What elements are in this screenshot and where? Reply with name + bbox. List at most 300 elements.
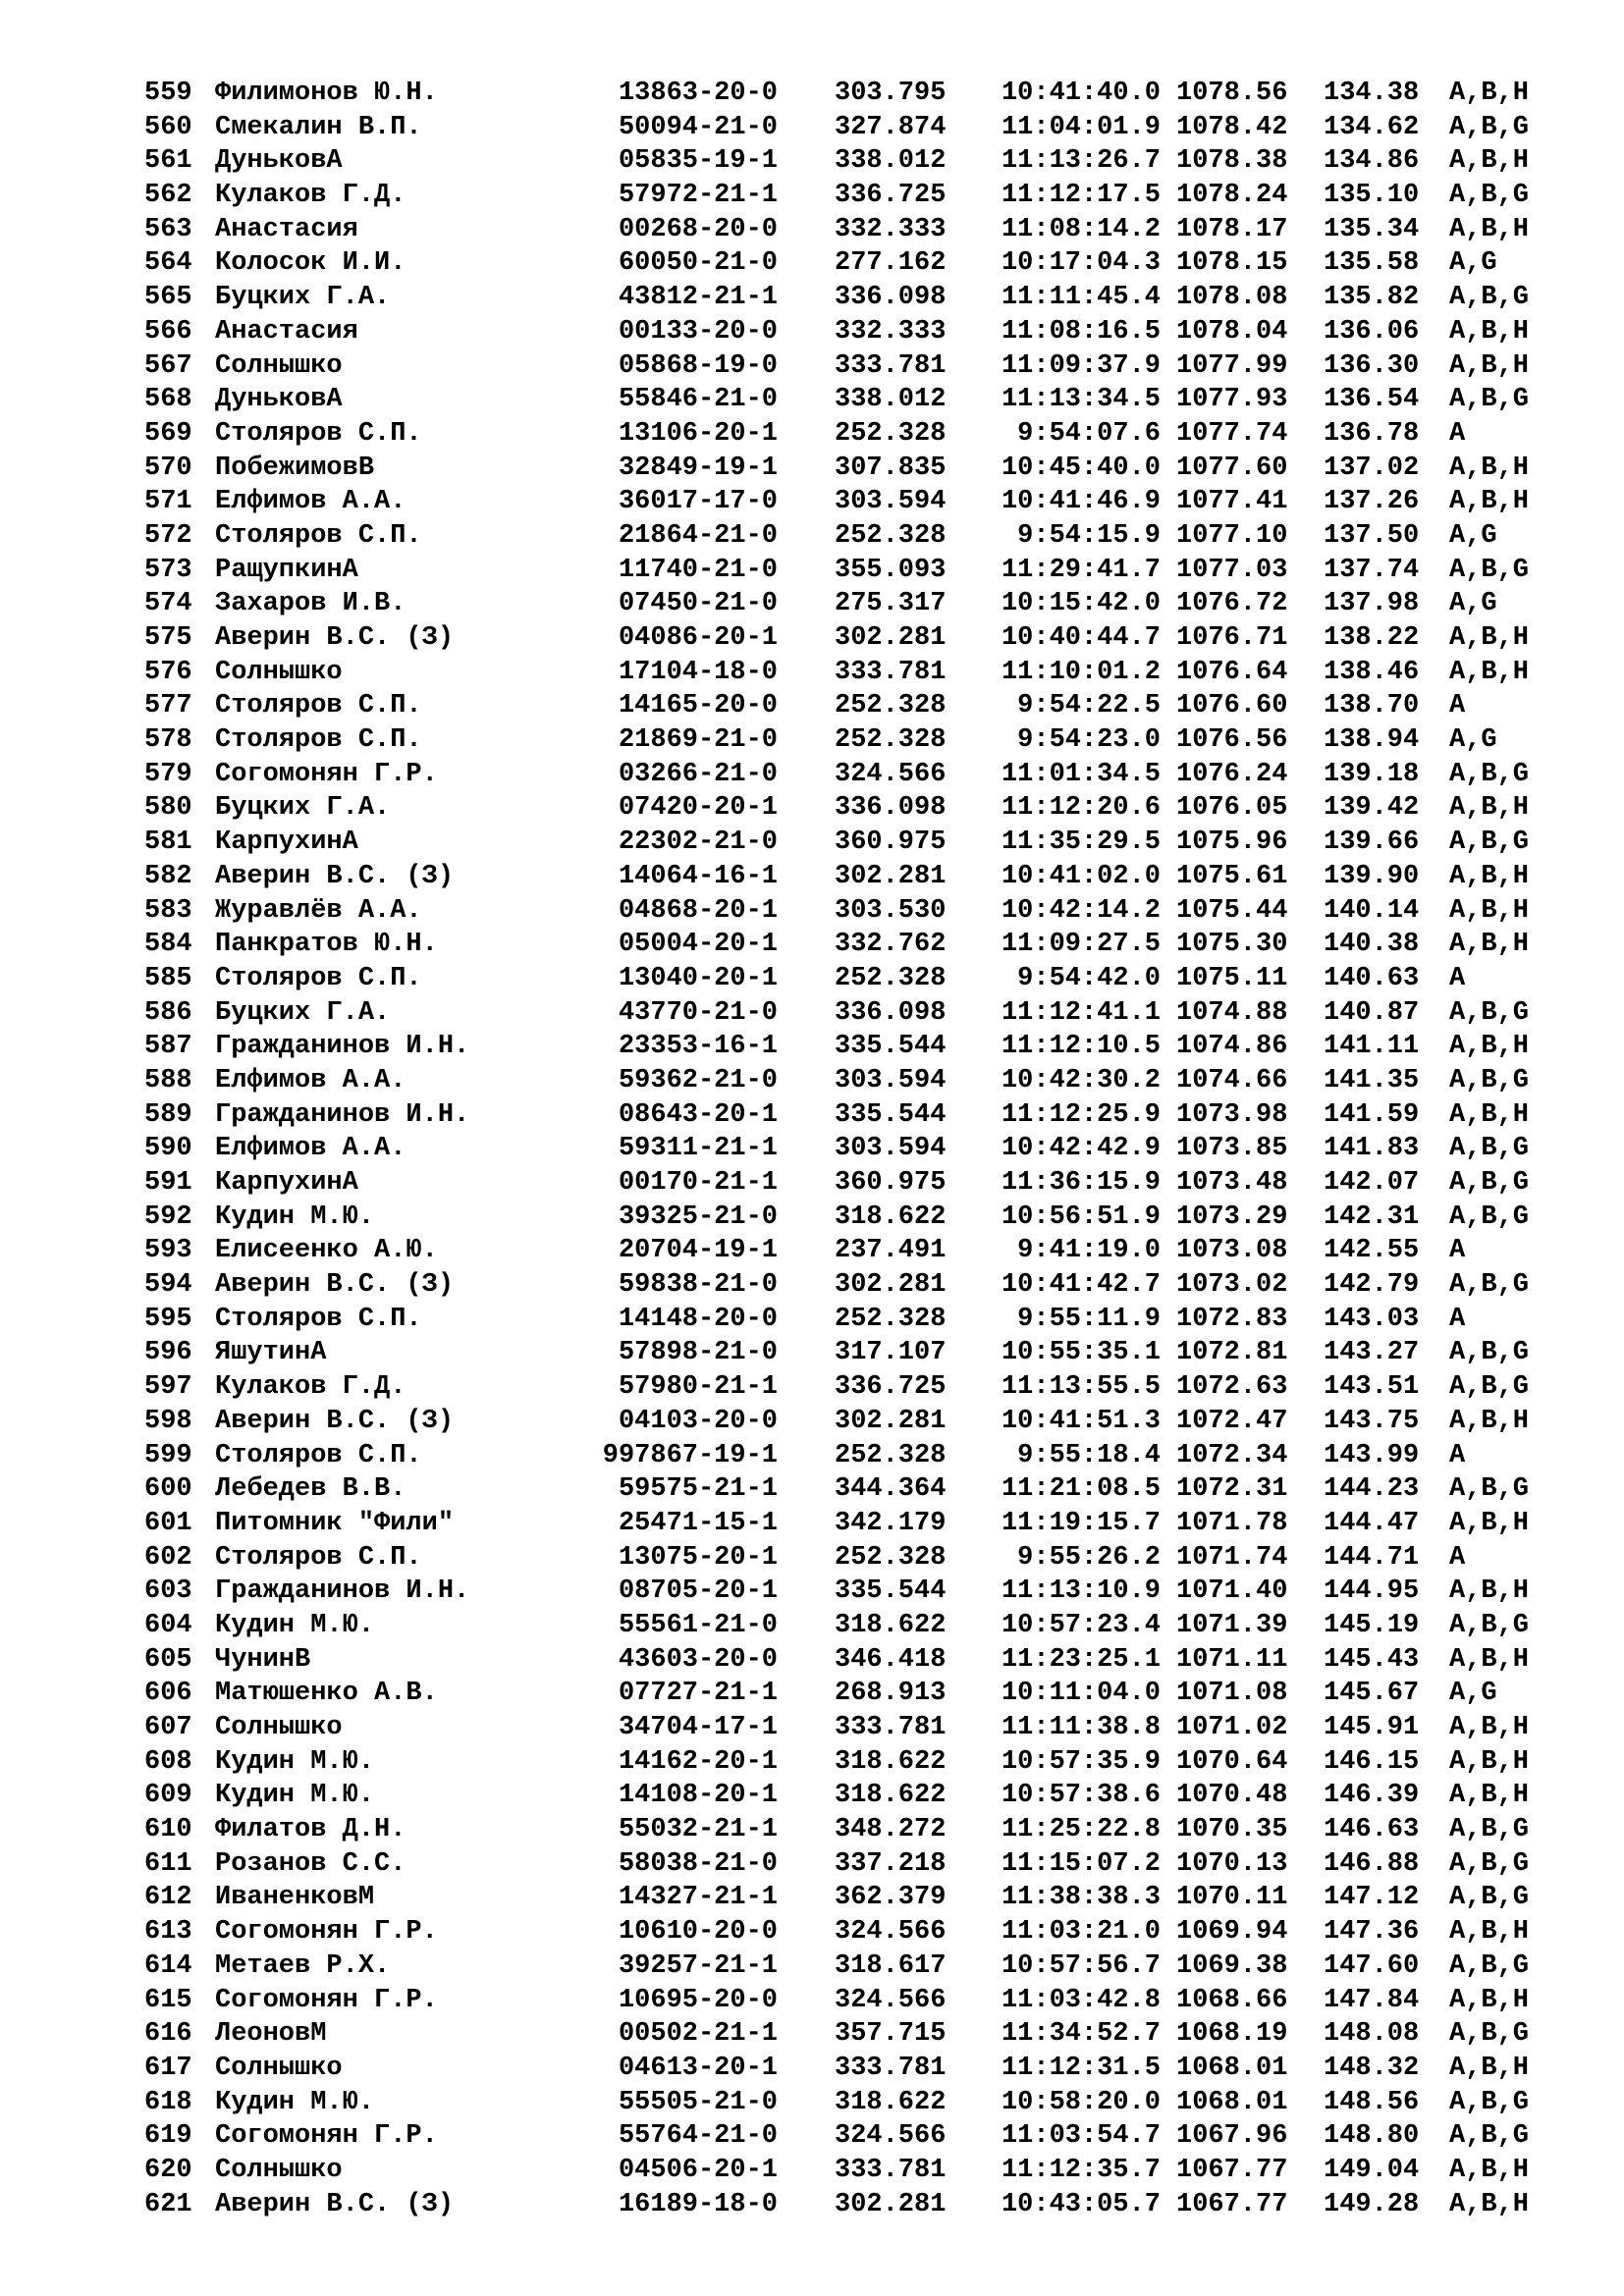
coefficient: 141.11 (1324, 1032, 1420, 1062)
category-flags: A,B,H (1449, 2155, 1530, 2185)
speed: 1068.19 (1176, 2019, 1288, 2050)
category-flags: A,B,G (1449, 1065, 1530, 1095)
ring-number: 14165-20-0 (618, 691, 778, 721)
ring-number: 60050-21-0 (618, 248, 778, 279)
distance: 252.328 (835, 1304, 947, 1334)
coefficient: 144.23 (1324, 1474, 1420, 1505)
arrival-time: 10:58:20.0 (1001, 2087, 1161, 2117)
coefficient: 139.66 (1324, 828, 1420, 858)
fancier-name: Смекалин В.П. (215, 112, 422, 142)
place-number: 619 (144, 2121, 192, 2152)
results-list (0, 77, 1624, 2221)
result-row (0, 860, 1624, 894)
fancier-name: Столяров С.П. (215, 418, 422, 449)
category-flags: A,G (1449, 725, 1497, 756)
coefficient: 136.30 (1324, 350, 1420, 381)
distance: 360.975 (835, 1168, 947, 1198)
category-flags: A,B,H (1449, 1746, 1530, 1777)
ring-number: 39257-21-1 (618, 1950, 778, 1981)
arrival-time: 11:11:38.8 (1001, 1713, 1161, 1742)
fancier-name: ЛеоновМ (215, 2019, 327, 2050)
ring-number: 59311-21-1 (618, 1134, 778, 1164)
speed: 1076.24 (1176, 759, 1288, 789)
place-number: 612 (144, 1883, 192, 1913)
place-number: 598 (144, 1406, 192, 1436)
arrival-time: 11:12:41.1 (1001, 997, 1161, 1028)
distance: 237.491 (835, 1236, 947, 1266)
distance: 303.594 (835, 1065, 947, 1095)
ring-number: 00268-20-0 (618, 214, 778, 244)
coefficient: 142.07 (1324, 1168, 1420, 1198)
arrival-time: 11:09:37.9 (1001, 350, 1161, 381)
arrival-time: 11:08:16.5 (1001, 316, 1161, 347)
distance: 336.098 (835, 793, 947, 824)
result-row (0, 281, 1624, 315)
speed: 1076.64 (1176, 657, 1288, 687)
ring-number: 23353-16-1 (618, 1032, 778, 1062)
category-flags: A,B,G (1449, 1848, 1530, 1879)
place-number: 576 (144, 657, 192, 687)
category-flags: A,B,H (1449, 1406, 1530, 1436)
category-flags: A,B,G (1449, 1201, 1530, 1232)
category-flags: A,G (1449, 520, 1497, 551)
arrival-time: 10:55:35.1 (1001, 1338, 1161, 1368)
ring-number: 34704-17-1 (618, 1713, 778, 1742)
distance: 302.281 (835, 623, 947, 653)
coefficient: 137.02 (1324, 453, 1420, 483)
result-row (0, 1984, 1624, 2018)
speed: 1068.01 (1176, 2087, 1288, 2117)
place-number: 610 (144, 1815, 192, 1845)
fancier-name: ЧунинВ (215, 1644, 311, 1675)
coefficient: 137.74 (1324, 555, 1420, 585)
result-row (0, 2154, 1624, 2188)
place-number: 620 (144, 2155, 192, 2185)
arrival-time: 11:12:10.5 (1001, 1032, 1161, 1062)
fancier-name: ПобежимовВ (215, 453, 375, 483)
speed: 1070.35 (1176, 1815, 1288, 1845)
arrival-time: 10:57:23.4 (1001, 1610, 1161, 1640)
place-number: 584 (144, 930, 192, 960)
result-row (0, 1507, 1624, 1541)
ring-number: 04103-20-0 (618, 1406, 778, 1436)
arrival-time: 11:13:10.9 (1001, 1576, 1161, 1607)
arrival-time: 11:11:45.4 (1001, 283, 1161, 313)
ring-number: 43812-21-1 (618, 283, 778, 313)
arrival-time: 10:43:05.7 (1001, 2189, 1161, 2219)
fancier-name: ИваненковМ (215, 1883, 375, 1913)
coefficient: 146.88 (1324, 1848, 1420, 1879)
speed: 1077.93 (1176, 385, 1288, 415)
speed: 1073.48 (1176, 1168, 1288, 1198)
ring-number: 59575-21-1 (618, 1474, 778, 1505)
fancier-name: КарпухинА (215, 828, 358, 858)
ring-number: 00133-20-0 (618, 316, 778, 347)
fancier-name: Столяров С.П. (215, 725, 422, 756)
result-row (0, 1609, 1624, 1643)
place-number: 614 (144, 1950, 192, 1981)
coefficient: 142.55 (1324, 1236, 1420, 1266)
arrival-time: 11:19:15.7 (1001, 1508, 1161, 1538)
distance: 318.622 (835, 1201, 947, 1232)
fancier-name: Столяров С.П. (215, 1304, 422, 1334)
arrival-time: 11:12:25.9 (1001, 1099, 1161, 1130)
fancier-name: Журавлёв А.А. (215, 895, 422, 926)
coefficient: 147.84 (1324, 1985, 1420, 2015)
coefficient: 137.26 (1324, 487, 1420, 517)
coefficient: 143.51 (1324, 1372, 1420, 1403)
distance: 336.725 (835, 1372, 947, 1403)
category-flags: A (1449, 1440, 1466, 1470)
ring-number: 57898-21-0 (618, 1338, 778, 1368)
arrival-time: 10:42:30.2 (1001, 1065, 1161, 1095)
place-number: 616 (144, 2019, 192, 2050)
place-number: 618 (144, 2087, 192, 2117)
speed: 1078.38 (1176, 146, 1288, 177)
category-flags: A,B,H (1449, 657, 1530, 687)
fancier-name: Аверин В.С. (З) (215, 2189, 455, 2219)
category-flags: A,B,H (1449, 1713, 1530, 1742)
arrival-time: 11:13:26.7 (1001, 146, 1161, 177)
arrival-time: 10:45:40.0 (1001, 453, 1161, 483)
coefficient: 140.14 (1324, 895, 1420, 926)
coefficient: 149.04 (1324, 2155, 1420, 2185)
speed: 1078.42 (1176, 112, 1288, 142)
place-number: 611 (144, 1848, 192, 1879)
coefficient: 145.91 (1324, 1713, 1420, 1742)
fancier-name: Аверин В.С. (З) (215, 1270, 455, 1301)
arrival-time: 11:13:34.5 (1001, 385, 1161, 415)
result-row (0, 2086, 1624, 2120)
place-number: 600 (144, 1474, 192, 1505)
distance: 318.622 (835, 1610, 947, 1640)
place-number: 583 (144, 895, 192, 926)
arrival-time: 10:41:46.9 (1001, 487, 1161, 517)
speed: 1072.83 (1176, 1304, 1288, 1334)
arrival-time: 11:03:42.8 (1001, 1985, 1161, 2015)
coefficient: 144.95 (1324, 1576, 1420, 1607)
fancier-name: Елисеенко А.Ю. (215, 1236, 438, 1266)
fancier-name: Питомник "Фили" (215, 1508, 455, 1538)
coefficient: 134.38 (1324, 79, 1420, 108)
ring-number: 04613-20-1 (618, 2053, 778, 2083)
fancier-name: Розанов С.С. (215, 1848, 406, 1879)
arrival-time: 10:56:51.9 (1001, 1201, 1161, 1232)
ring-number: 11740-21-0 (618, 555, 778, 585)
result-row (0, 1098, 1624, 1133)
distance: 317.107 (835, 1338, 947, 1368)
category-flags: A,B,G (1449, 1950, 1530, 1981)
speed: 1077.10 (1176, 520, 1288, 551)
result-row (0, 1030, 1624, 1064)
result-row (0, 519, 1624, 554)
category-flags: A,B,G (1449, 1474, 1530, 1505)
speed: 1068.01 (1176, 2053, 1288, 2083)
distance: 336.725 (835, 181, 947, 211)
coefficient: 138.94 (1324, 725, 1420, 756)
category-flags: A,B,H (1449, 146, 1530, 177)
result-row (0, 587, 1624, 621)
speed: 1077.99 (1176, 350, 1288, 381)
fancier-name: Кудин М.Ю. (215, 1201, 375, 1232)
distance: 324.566 (835, 759, 947, 789)
category-flags: A,B,H (1449, 895, 1530, 926)
fancier-name: Гражданинов И.Н. (215, 1576, 470, 1607)
speed: 1071.02 (1176, 1713, 1288, 1742)
coefficient: 139.18 (1324, 759, 1420, 789)
speed: 1071.74 (1176, 1542, 1288, 1573)
arrival-time: 9:41:19.0 (1017, 1236, 1161, 1266)
result-row (0, 962, 1624, 996)
fancier-name: Филатов Д.Н. (215, 1815, 406, 1845)
ring-number: 21869-21-0 (618, 725, 778, 756)
category-flags: A (1449, 1304, 1466, 1334)
coefficient: 143.03 (1324, 1304, 1420, 1334)
ring-number: 14064-16-1 (618, 861, 778, 891)
speed: 1072.47 (1176, 1406, 1288, 1436)
result-row (0, 246, 1624, 281)
result-row (0, 1779, 1624, 1813)
arrival-time: 10:41:51.3 (1001, 1406, 1161, 1436)
ring-number: 08705-20-1 (618, 1576, 778, 1607)
distance: 335.544 (835, 1576, 947, 1607)
distance: 362.379 (835, 1883, 947, 1913)
distance: 268.913 (835, 1679, 947, 1709)
distance: 318.617 (835, 1950, 947, 1981)
ring-number: 50094-21-0 (618, 112, 778, 142)
ring-number: 04506-20-1 (618, 2155, 778, 2185)
distance: 252.328 (835, 691, 947, 721)
result-row (0, 1813, 1624, 1847)
distance: 333.781 (835, 350, 947, 381)
coefficient: 136.54 (1324, 385, 1420, 415)
category-flags: A (1449, 1542, 1466, 1573)
distance: 252.328 (835, 725, 947, 756)
place-number: 615 (144, 1985, 192, 2015)
fancier-name: Елфимов А.А. (215, 487, 406, 517)
coefficient: 140.63 (1324, 963, 1420, 993)
category-flags: A,B,H (1449, 316, 1530, 347)
coefficient: 148.08 (1324, 2019, 1420, 2050)
speed: 1073.29 (1176, 1201, 1288, 1232)
arrival-time: 11:10:01.2 (1001, 657, 1161, 687)
place-number: 588 (144, 1065, 192, 1095)
category-flags: A,B,G (1449, 759, 1530, 789)
place-number: 582 (144, 861, 192, 891)
fancier-name: Солнышко (215, 350, 343, 381)
place-number: 597 (144, 1372, 192, 1403)
arrival-time: 10:57:38.6 (1001, 1781, 1161, 1811)
result-row (0, 791, 1624, 826)
speed: 1078.24 (1176, 181, 1288, 211)
distance: 335.544 (835, 1032, 947, 1062)
distance: 307.835 (835, 453, 947, 483)
fancier-name: Гражданинов И.Н. (215, 1032, 470, 1062)
place-number: 593 (144, 1236, 192, 1266)
category-flags: A,B,H (1449, 350, 1530, 381)
coefficient: 141.59 (1324, 1099, 1420, 1130)
result-row (0, 1405, 1624, 1439)
arrival-time: 10:42:14.2 (1001, 895, 1161, 926)
fancier-name: Захаров И.В. (215, 589, 406, 619)
speed: 1070.11 (1176, 1883, 1288, 1913)
distance: 277.162 (835, 248, 947, 279)
result-row (0, 1711, 1624, 1745)
arrival-time: 10:41:42.7 (1001, 1270, 1161, 1301)
result-row (0, 554, 1624, 588)
result-row (0, 2119, 1624, 2154)
arrival-time: 10:42:42.9 (1001, 1134, 1161, 1164)
fancier-name: Гражданинов И.Н. (215, 1099, 470, 1130)
place-number: 566 (144, 316, 192, 347)
ring-number: 16189-18-0 (618, 2189, 778, 2219)
ring-number: 43603-20-0 (618, 1644, 778, 1675)
coefficient: 145.43 (1324, 1644, 1420, 1675)
ring-number: 03266-21-0 (618, 759, 778, 789)
ring-number: 55505-21-0 (618, 2087, 778, 2117)
fancier-name: Согомонян Г.Р. (215, 1985, 438, 2015)
coefficient: 144.47 (1324, 1508, 1420, 1538)
distance: 302.281 (835, 1270, 947, 1301)
place-number: 577 (144, 691, 192, 721)
result-row (0, 349, 1624, 384)
speed: 1070.64 (1176, 1746, 1288, 1777)
distance: 336.098 (835, 997, 947, 1028)
coefficient: 139.42 (1324, 793, 1420, 824)
speed: 1072.81 (1176, 1338, 1288, 1368)
place-number: 607 (144, 1713, 192, 1742)
ring-number: 14162-20-1 (618, 1746, 778, 1777)
result-row (0, 452, 1624, 486)
speed: 1068.66 (1176, 1985, 1288, 2015)
place-number: 601 (144, 1508, 192, 1538)
category-flags: A,B,H (1449, 487, 1530, 517)
speed: 1076.56 (1176, 725, 1288, 756)
category-flags: A,B,G (1449, 1168, 1530, 1198)
result-row (0, 111, 1624, 145)
ring-number: 13040-20-1 (618, 963, 778, 993)
ring-number: 55764-21-0 (618, 2121, 778, 2152)
category-flags: A (1449, 418, 1466, 449)
speed: 1074.86 (1176, 1032, 1288, 1062)
category-flags: A,B,G (1449, 997, 1530, 1028)
arrival-time: 11:09:27.5 (1001, 930, 1161, 960)
arrival-time: 11:12:35.7 (1001, 2155, 1161, 2185)
speed: 1072.63 (1176, 1372, 1288, 1403)
coefficient: 142.79 (1324, 1270, 1420, 1301)
category-flags: A,B,G (1449, 1270, 1530, 1301)
ring-number: 04086-20-1 (618, 623, 778, 653)
arrival-time: 10:41:02.0 (1001, 861, 1161, 891)
fancier-name: РащупкинА (215, 555, 358, 585)
fancier-name: ДуньковА (215, 385, 343, 415)
result-row (0, 1234, 1624, 1268)
coefficient: 141.35 (1324, 1065, 1420, 1095)
result-row (0, 1677, 1624, 1711)
ring-number: 04868-20-1 (618, 895, 778, 926)
place-number: 575 (144, 623, 192, 653)
speed: 1076.05 (1176, 793, 1288, 824)
place-number: 594 (144, 1270, 192, 1301)
speed: 1074.66 (1176, 1065, 1288, 1095)
ring-number: 57980-21-1 (618, 1372, 778, 1403)
fancier-name: Кудин М.Ю. (215, 2087, 375, 2117)
distance: 346.418 (835, 1644, 947, 1675)
distance: 302.281 (835, 2189, 947, 2219)
arrival-time: 11:12:20.6 (1001, 793, 1161, 824)
distance: 252.328 (835, 520, 947, 551)
result-row (0, 1575, 1624, 1609)
result-row (0, 1132, 1624, 1166)
fancier-name: Кулаков Г.Д. (215, 1372, 406, 1403)
category-flags: A,B,H (1449, 1032, 1530, 1062)
ring-number: 13075-20-1 (618, 1542, 778, 1573)
arrival-time: 10:57:35.9 (1001, 1746, 1161, 1777)
category-flags: A,B,H (1449, 1576, 1530, 1607)
ring-number: 00502-21-1 (618, 2019, 778, 2050)
category-flags: A,B,H (1449, 453, 1530, 483)
coefficient: 145.19 (1324, 1610, 1420, 1640)
result-row (0, 928, 1624, 962)
result-row (0, 1541, 1624, 1575)
speed: 1078.15 (1176, 248, 1288, 279)
place-number: 596 (144, 1338, 192, 1368)
coefficient: 134.86 (1324, 146, 1420, 177)
fancier-name: Анастасия (215, 316, 358, 347)
place-number: 570 (144, 453, 192, 483)
speed: 1072.31 (1176, 1474, 1288, 1505)
category-flags: A (1449, 1236, 1466, 1266)
fancier-name: Кудин М.Ю. (215, 1781, 375, 1811)
ring-number: 00170-21-1 (618, 1168, 778, 1198)
place-number: 603 (144, 1576, 192, 1607)
distance: 303.594 (835, 487, 947, 517)
fancier-name: Буцких Г.А. (215, 283, 391, 313)
arrival-time: 9:54:22.5 (1017, 691, 1161, 721)
speed: 1075.30 (1176, 930, 1288, 960)
distance: 318.622 (835, 1781, 947, 1811)
place-number: 604 (144, 1610, 192, 1640)
coefficient: 142.31 (1324, 1201, 1420, 1232)
coefficient: 149.28 (1324, 2189, 1420, 2219)
speed: 1075.11 (1176, 963, 1288, 993)
coefficient: 136.78 (1324, 418, 1420, 449)
arrival-time: 10:57:56.7 (1001, 1950, 1161, 1981)
speed: 1077.41 (1176, 487, 1288, 517)
place-number: 585 (144, 963, 192, 993)
ring-number: 14148-20-0 (618, 1304, 778, 1334)
fancier-name: Метаев Р.Х. (215, 1950, 391, 1981)
speed: 1071.78 (1176, 1508, 1288, 1538)
result-row (0, 1847, 1624, 1882)
place-number: 599 (144, 1440, 192, 1470)
distance: 252.328 (835, 963, 947, 993)
speed: 1078.17 (1176, 214, 1288, 244)
ring-number: 05835-19-1 (618, 146, 778, 177)
coefficient: 136.06 (1324, 316, 1420, 347)
coefficient: 143.75 (1324, 1406, 1420, 1436)
distance: 332.333 (835, 316, 947, 347)
arrival-time: 10:17:04.3 (1001, 248, 1161, 279)
place-number: 564 (144, 248, 192, 279)
arrival-time: 9:54:07.6 (1017, 418, 1161, 449)
category-flags: A,B,H (1449, 623, 1530, 653)
result-row (0, 723, 1624, 758)
arrival-time: 9:55:26.2 (1017, 1542, 1161, 1573)
fancier-name: Буцких Г.А. (215, 997, 391, 1028)
fancier-name: Аверин В.С. (З) (215, 623, 455, 653)
distance: 332.333 (835, 214, 947, 244)
